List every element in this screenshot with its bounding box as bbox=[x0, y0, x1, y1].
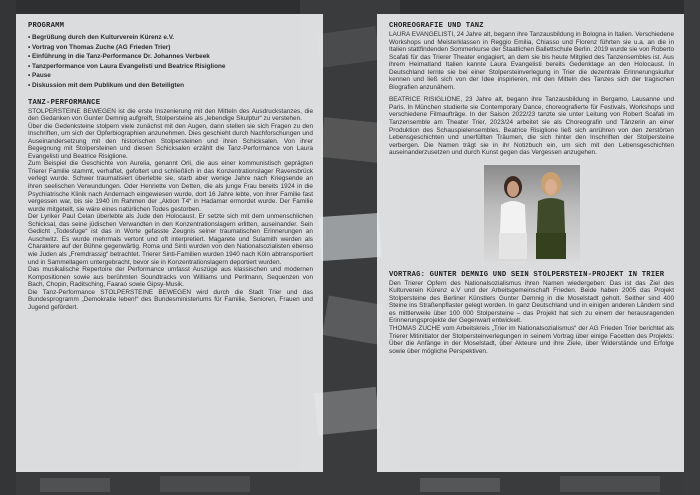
tanz-heading: TANZ-PERFORMANCE bbox=[28, 98, 101, 107]
dancers-photo bbox=[484, 165, 580, 261]
vortrag-paragraph: THOMAS ZUCHE vom Arbeitskreis „Trier im Nationalsozialismus“ der AG Frieden Trier berichtet als Trierer Mitinitiator der Stolpersteinverlegungen in seinem Vortrag über einige Facetten des Projekts: Über die Anfänge in der Moselstadt, über Akteure und ihre Ziele, über Widerstände und Erfolge sowie über mögliche Perspektiven. bbox=[389, 325, 674, 355]
program-item: • Tanzperformance von Laura Evangelisti und Beatrice Risiglione bbox=[28, 62, 226, 70]
choreo-paragraph: LAURA EVANGELISTI, 24 Jahre alt, begann ihre Tanzausbildung in Bologna in Italien. Verschiedene Workshops und Meisterklassen in Reggio Emilia, Chiasso und Florenz führten sie u.a. an die in Italien stattfindenden Sommerkurse der Staatlichen Ballettschule Berlin. 2019 wurde sie von Roberto Scafati für das Trierer Theater engagiert, an dem sie bis heute Mitglied des Tanzensembles ist. Aus ihrem Heimatland Italien kannte Laura Evangelisti bereits Gedenktage an den Holocaust. In Deutschland lernte sie bei einer Stolpersteinverlegung in Trier die dezentrale Erinnerungskultur kennen und ließ sich von der Idee inspirieren, mit den Mitteln des Tanzes sich der tragischen Biografien anzunähern. bbox=[389, 31, 674, 91]
program-heading: PROGRAMM bbox=[28, 22, 65, 30]
program-item: • Begrüßung durch den Kulturverein Kürenz e.V. bbox=[28, 34, 175, 41]
choreo-paragraph: BEATRICE RISIGLIONE, 23 Jahre alt, begann ihre Tanzausbildung in Bergamo, Lausanne und Paris. In München studierte sie Contemporary Dance, choreografierte für Festivals, Workshops und verschiedene Filmaufträge. In der Saison 2022/23 tanzte sie unter Leitung von Robert Scafati im Tanzensemble am Theater Trier, 2023/24 arbeitet sie als Choreografin und Tänzerin an einer Produktion des Schauspielensembles. Beatrice Risiglione ließ sich anrühren von den zerstörten Lebensgeschichten und unerfüllten Träumen, die sich hinter den Inschriften der Stolpersteine verbergen. Die Namen trägt sie in ihr Notizbuch ein, um sich mit den Lebensgeschichten auseinanderzusetzen und durch Kunst gegen das Vergessen anzugehen. bbox=[389, 96, 674, 157]
tanz-paragraph: Zum Beispiel die Geschichte von Aurelia, genannt Orli, die aus einer kommunistisch geprägten Trierer Familie stammt, verhaftet, gefoltert und schließlich in das Konzentrationslager Ravensbrück verlegt wurde. Schwer traumatisiert überlebte sie, starb aber wenige Jahre nach Kriegsende an ihren seelischen Verwundungen. Oder Henriette von Detten, die als junge Frau bereits 1924 in die Psychiatrische Klinik nach Andernach eingewiesen wurde, dort 16 Jahre lebte, von ihrer Familie fast vergessen war, bis sie 1940 im Rahmen der „Aktion T4“ in Hadamar ermordet wurde. Der Familie wurde mitgeteilt, sie wäre eines natürlichen Todes gestorben. bbox=[28, 160, 313, 213]
left-panel bbox=[16, 14, 323, 472]
choreo-heading: CHOREOGRAFIE UND TANZ bbox=[389, 22, 484, 30]
dancer-figure bbox=[496, 173, 530, 259]
program-item: • Pause bbox=[28, 72, 51, 80]
vortrag-heading: VORTRAG: GUNTER DEMNIG UND SEIN STOLPERSTEIN-PROJEKT IN TRIER bbox=[389, 270, 665, 279]
tanz-paragraph: Das musikalische Repertoire der Performance umfasst Auszüge aus klassischen und modernen Kompositionen sowie aus berühmten Soundtracks von Williams und Perlmann, Sequenzen von Bach, Chopin, Raditsching, Faaraó sowie Gipsy-Musik. bbox=[28, 266, 313, 289]
program-item: • Einführung in die Tanz-Performance Dr. Johannes Verbeek bbox=[28, 53, 210, 61]
tanz-paragraph: Über die Gedenksteine stolpern viele zunächst mit den Augen, dann stellen sie sich Fragen zu den Inschriften, um sich der Opferbiographien anzunehmen. Dies geschieht durch Nachforschungen und Auseinandersetzung mit den historischen Stolpersteinen und ihren Schicksalen. Von ihrer Begegnung mit Stolpersteinen und diesen Schicksalen erzählt die Tanz-Performance von Laura Evangelisti und Beatrice Risiglione. bbox=[28, 122, 313, 160]
program-item: • Diskussion mit dem Publikum und den Beteiligten bbox=[28, 81, 184, 89]
tanz-paragraph: STOLPERSTEINE BEWEGEN ist die erste Inszenierung mit den Mitteln des Ausdruckstanzes, die den Gedanken von Gunter Demnig aufgreift, Stolpersteine als „lebendige Skulptur“ zu verstehen. bbox=[28, 107, 313, 123]
program-item: • Vortrag von Thomas Zuche (AG Frieden Trier) bbox=[28, 43, 171, 51]
dancer-figure bbox=[532, 171, 570, 259]
tanz-paragraph: Die Tanz-Performance STOLPERSTEINE BEWEGEN wird durch die Stadt Trier und das Bundesprogramm „Demokratie leben!“ des Bundesministeriums für Familie, Senioren, Frauen und Jugend gefördert. bbox=[28, 288, 313, 311]
tanz-paragraph: Der Lyriker Paul Celan überlebte als Jude den Holocaust. Er setzte sich mit dem unmenschlichen Schicksal, das seine jüdischen Verwandten in den Konzentrationslagern erlitten, auseinander. Sein Gedicht „Todesfuge“ ist das in Worte gefasste Zeugnis seiner traumatischen Erinnerungen an Auschwitz. Es wurde mehrmals vertont und oft interpretiert. Magarete und Sulamith werden als Charaktere auf der Bühne gegenwärtig. Roma und Sinti wurden von den Nationalsozialisten ebenso wie Juden als „Fremdrassig“ betrachtet. Trierer Sinti-Familien wurden 1940 nach Köln abtransportiert und in Sammellagern untergebracht, bevor sie in Konzentrationslagern deportiert wurden. bbox=[28, 213, 313, 266]
vortrag-paragraph: Den Trierer Opfern des Nationalsozialismus ihren Namen wiedergeben: Das ist das Ziel des Kulturverein Kürenz e.V und der Arbeitsgemeinschaft Frieden. Beide haben 2005 das Projekt Stolpersteine des Berliner Künstlers Gunter Demnig in die Moselstadt geholt. Seither sind 400 Steine ins Straßenpflaster gelegt worden. In ganz Deutschland und in einigen anderen Ländern sind es mittlerweile über 100 000 Stolpersteine – das Projekt hat sich zu einem der herausragenden Erinnerungsprojekte der Gegenwart entwickelt. bbox=[389, 279, 674, 325]
right-panel bbox=[377, 14, 684, 472]
program-list bbox=[28, 33, 313, 91]
